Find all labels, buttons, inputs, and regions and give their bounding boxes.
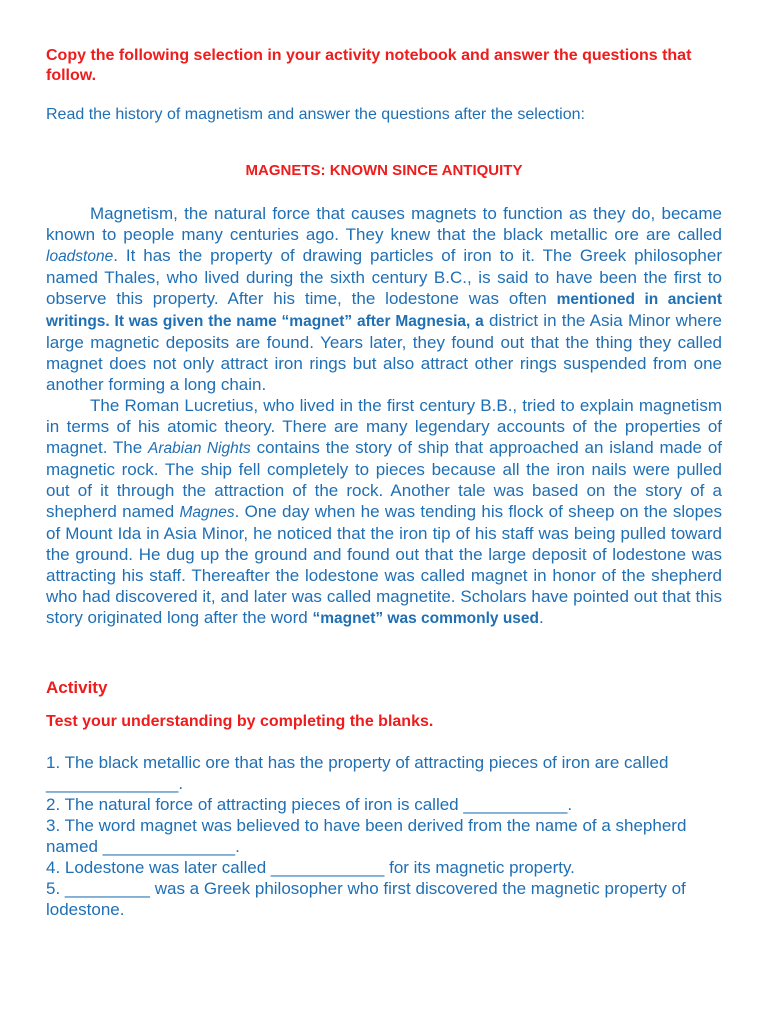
question-item: 1. The black metallic ore that has the property of attracting pieces of iron are called ______________. <box>46 753 669 793</box>
paragraph-1-text-b: . It has the property of drawing particles of iron to it. The Greek philosopher named Thales, who lived during the sixth century B.C., is said to have been the first to observe this property. After his time, the lodestone was often <box>46 246 722 308</box>
paragraph-2-text-c: . One day when he was tending his flock of sheep on the slopes of Mount Ida in Asia Minor, he noticed that the iron tip of his staff was being pulled toward the ground. He dug up the ground and found out that the large deposit of lodestone was attracting his staff. Thereafter the lodestone was called magnet in honor of the shepherd who had discovered it, and later was called magnetite. Scholars have pointed out that this story originated long after the word <box>46 502 722 627</box>
paragraph-1 <box>46 203 722 395</box>
question-item: 3. The word magnet was believed to have been derived from the name of a shepherd named ______________. <box>46 816 687 856</box>
paragraph-1-bold-a: mentioned in ancient writings. It was given the name “magnet” after Magnesia, a <box>46 291 722 330</box>
instruction-text: Copy the following selection in your activity notebook and answer the questions that follow. <box>46 47 692 84</box>
paragraph-2 <box>46 395 722 629</box>
selection-body <box>46 203 722 629</box>
paragraph-2-italic-b: Magnes <box>179 504 235 521</box>
question-item: 2. The natural force of attracting pieces of iron is called ___________. <box>46 795 573 814</box>
paragraph-1-text-c: district in the Asia Minor where large magnetic deposits are found. Years later, they found out that the thing they called magnet does not only attract iron rings but also attract other rings suspended from one another forming a long chain. <box>46 311 722 394</box>
question-item: 4. Lodestone was later called ____________ for its magnetic property. <box>46 858 575 877</box>
paragraph-1-text-a: Magnetism, the natural force that causes magnets to function as they do, became known to people many centuries ago. They knew that the black metallic ore are called <box>46 204 722 244</box>
paragraph-1-italic-a: loadstone <box>46 248 114 265</box>
intro-text: Read the history of magnetism and answer the questions after the selection: <box>46 106 585 123</box>
activity-heading: Activity <box>46 678 108 697</box>
question-item: 5. _________ was a Greek philosopher who first discovered the magnetic property of lodestone. <box>46 879 686 919</box>
activity-instruction: Test your understanding by completing the blanks. <box>46 713 434 730</box>
paragraph-2-text-d: . <box>539 608 544 627</box>
selection-title: MAGNETS: KNOWN SINCE ANTIQUITY <box>245 162 523 179</box>
paragraph-2-bold-a: “magnet” was commonly used <box>312 610 540 627</box>
paragraph-2-text-b: contains the story of ship that approached an island made of magnetic rock. The ship fell completely to pieces because all the iron nails were pulled out of it through the attraction of the rock. Another tale was based on the story of a shepherd named <box>46 438 722 521</box>
paragraph-2-text-a: The Roman Lucretius, who lived in the first century B.B., tried to explain magnetism in terms of his atomic theory. There are many legendary accounts of the properties of magnet. The <box>46 396 722 457</box>
question-list <box>46 752 722 920</box>
paragraph-2-italic-a: Arabian Nights <box>148 440 251 457</box>
